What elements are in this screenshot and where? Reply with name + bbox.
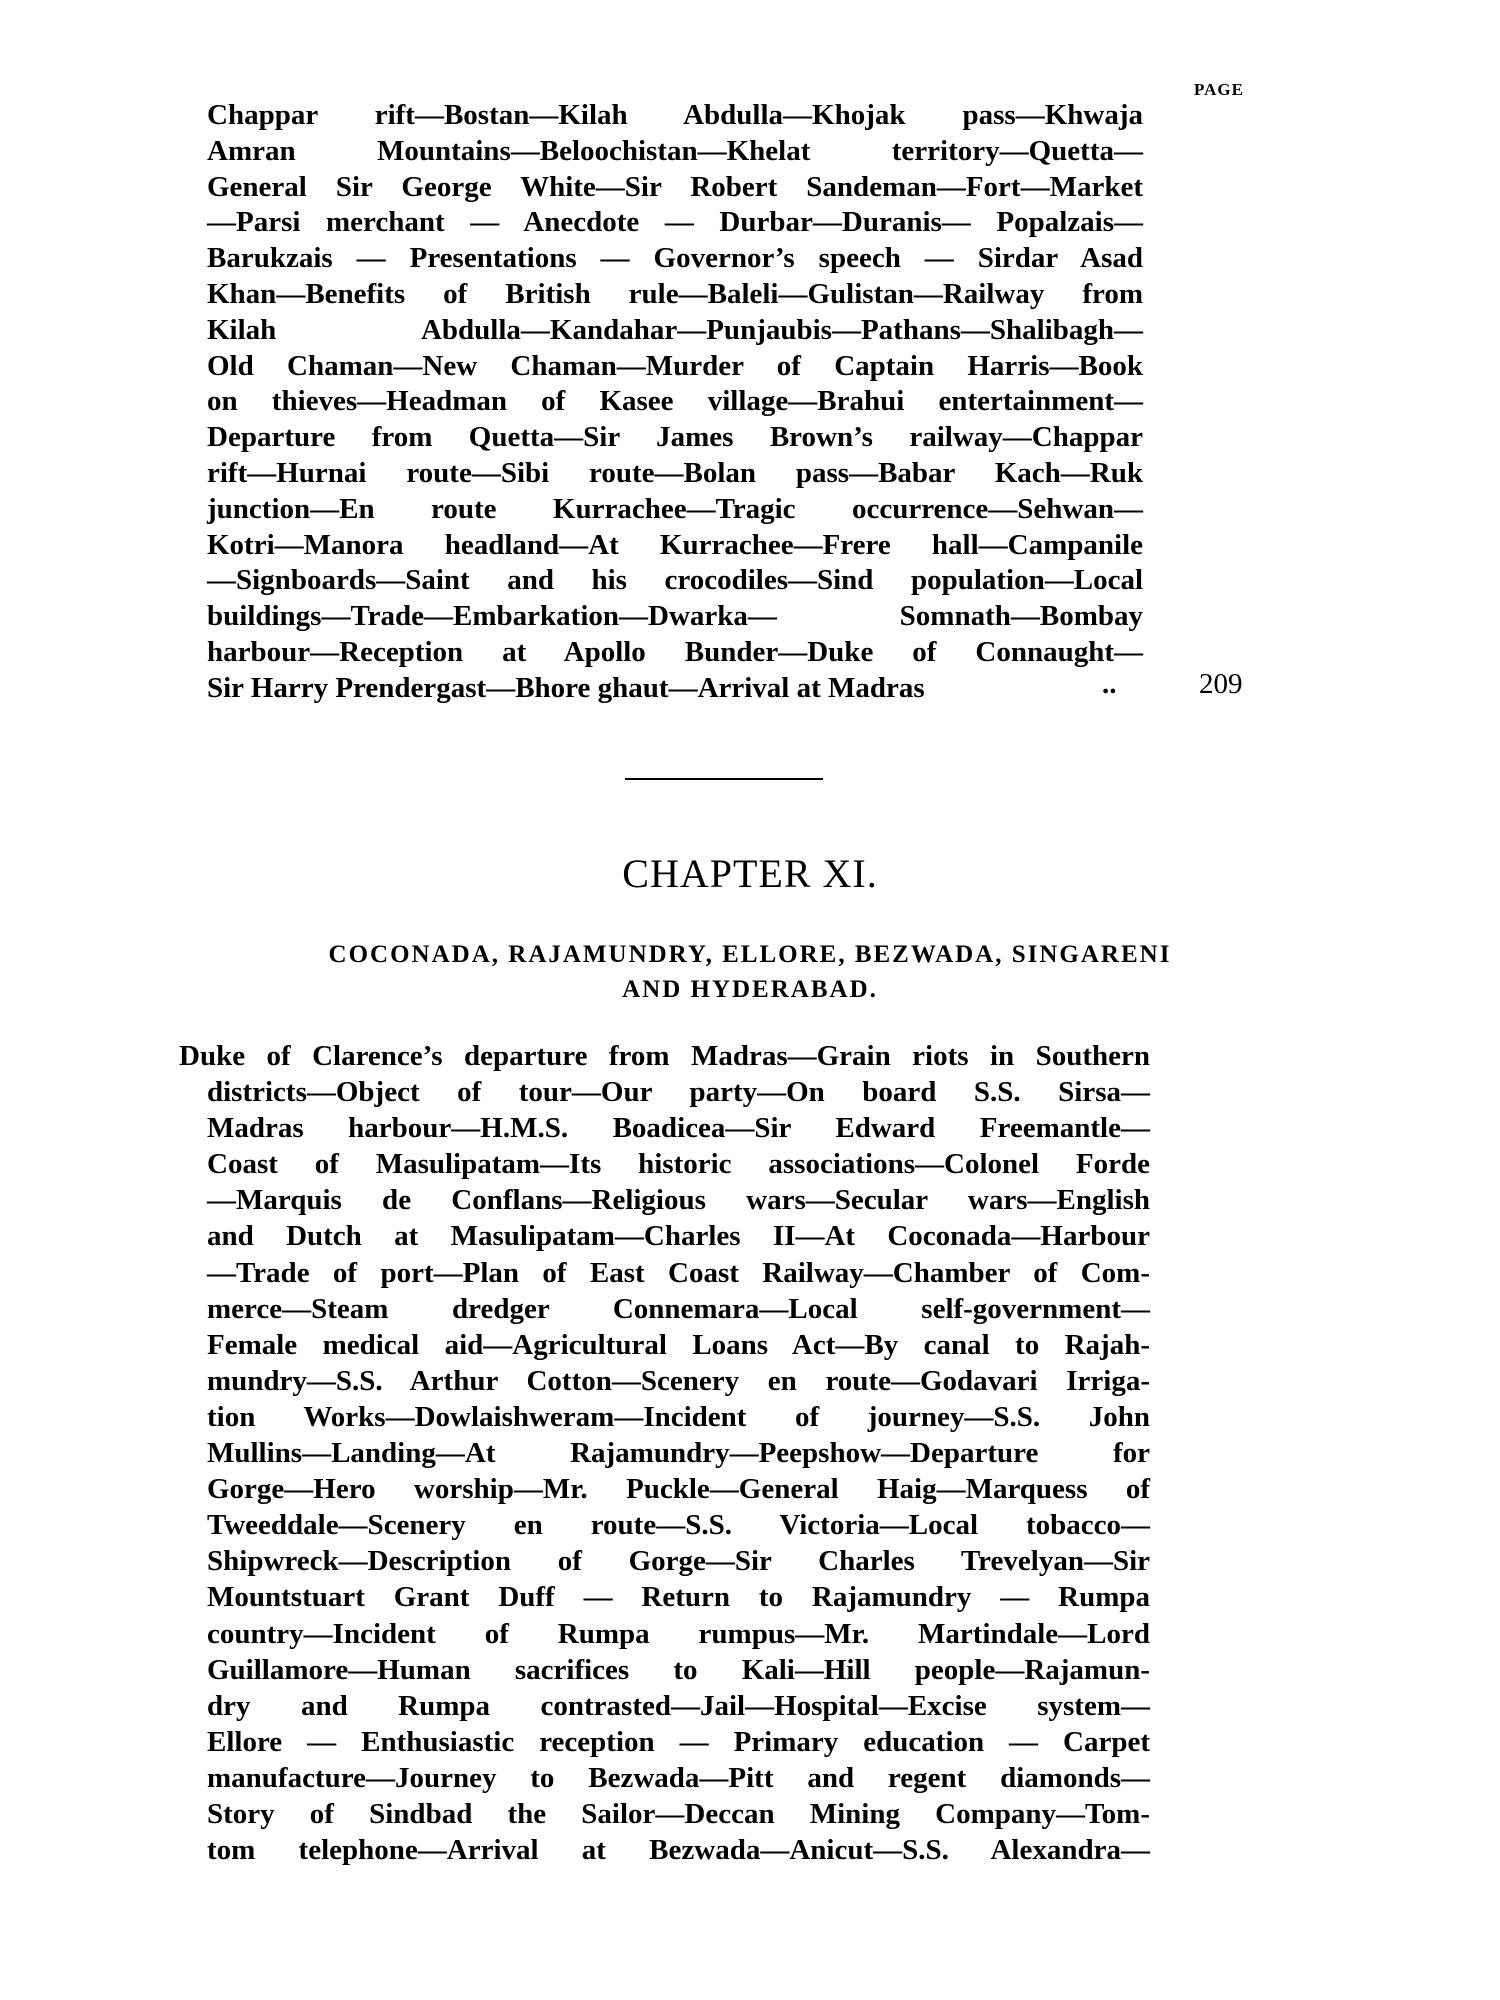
- contents-line: buildings—Trade—Embarkation—Dwarka— Somnath—Bombay: [207, 600, 1143, 633]
- chapter-contents-line: and Dutch at Masulipatam—Charles II—At Coconada—Harbour: [207, 1220, 1150, 1253]
- contents-line: Khan—Benefits of British rule—Baleli—Gulistan—Railway from: [207, 277, 1143, 310]
- chapter-contents-line: Guillamore—Human sacrifices to Kali—Hill people—Rajamun-: [207, 1653, 1150, 1686]
- chapter-contents-line: Coast of Masulipatam—Its historic associations—Colonel Forde: [207, 1148, 1150, 1181]
- chapter-contents-line: merce—Steam dredger Connemara—Local self-government—: [207, 1292, 1150, 1325]
- contents-line: General Sir George White—Sir Robert Sandeman—Fort—Market: [207, 170, 1143, 203]
- chapter-contents-line: districts—Object of tour—Our party—On board S.S. Sirsa—: [207, 1076, 1150, 1109]
- chapter-contents-line: —Trade of port—Plan of East Coast Railway—Chamber of Com-: [207, 1256, 1150, 1289]
- chapter-contents-line: Story of Sindbad the Sailor—Deccan Mining Company—Tom-: [207, 1797, 1150, 1830]
- chapter-contents-line: tom telephone—Arrival at Bezwada—Anicut—S.S. Alexandra—: [207, 1834, 1150, 1867]
- chapter-contents-line: Mullins—Landing—At Rajamundry—Peepshow—Departure for: [207, 1437, 1150, 1470]
- contents-line: —Signboards—Saint and his crocodiles—Sind population—Local: [207, 564, 1143, 597]
- chapter-contents-line: Female medical aid—Agricultural Loans Act—By canal to Rajah-: [207, 1328, 1150, 1361]
- section-divider: [625, 778, 823, 780]
- contents-line: harbour—Reception at Apollo Bunder—Duke of Connaught—: [207, 635, 1143, 668]
- chapter-contents-line: —Marquis de Conflans—Religious wars—Secular wars—English: [207, 1184, 1150, 1217]
- chapter-contents-line: manufacture—Journey to Bezwada—Pitt and regent diamonds—: [207, 1761, 1150, 1794]
- chapter-subtitle-continued: AND HYDERABAD.: [622, 976, 878, 1003]
- page-column-label: PAGE: [1194, 80, 1244, 99]
- page-number: 209: [1199, 668, 1243, 700]
- dot-leader: ..: [1102, 668, 1117, 700]
- chapter-contents-line: Shipwreck—Description of Gorge—Sir Charles Trevelyan—Sir: [207, 1545, 1150, 1578]
- contents-line-last: Sir Harry Prendergast—Bhore ghaut—Arrival at Madras: [207, 671, 925, 704]
- chapter-contents-line: tion Works—Dowlaishweram—Incident of journey—S.S. John: [207, 1400, 1150, 1433]
- contents-line: Barukzais — Presentations — Governor’s speech — Sirdar Asad: [207, 242, 1143, 275]
- chapter-contents-line: Madras harbour—H.M.S. Boadicea—Sir Edward Freemantle—: [207, 1112, 1150, 1145]
- contents-line: Old Chaman—New Chaman—Murder of Captain Harris—Book: [207, 349, 1143, 382]
- contents-line: —Parsi merchant — Anecdote — Durbar—Duranis— Popalzais—: [207, 206, 1143, 239]
- contents-line: junction—En route Kurrachee—Tragic occurrence—Sehwan—: [207, 492, 1143, 525]
- chapter-contents: [179, 1038, 1150, 1868]
- chapter-subtitle: COCONADA, RAJAMUNDRY, ELLORE, BEZWADA, SINGARENI: [328, 941, 1172, 968]
- contents-line: rift—Hurnai route—Sibi route—Bolan pass—Babar Kach—Ruk: [207, 456, 1143, 489]
- chapter-contents-line: Gorge—Hero worship—Mr. Puckle—General Haig—Marquess of: [207, 1473, 1150, 1506]
- contents-line: Kotri—Manora headland—At Kurrachee—Frere hall—Campanile: [207, 528, 1143, 561]
- chapter-title: CHAPTER XI.: [622, 851, 878, 896]
- chapter-contents-line: mundry—S.S. Arthur Cotton—Scenery en route—Godavari Irriga-: [207, 1364, 1150, 1397]
- chapter-contents-line: dry and Rumpa contrasted—Jail—Hospital—Excise system—: [207, 1689, 1150, 1722]
- chapter-contents-line: Duke of Clarence’s departure from Madras—Grain riots in Southern: [179, 1040, 1150, 1072]
- contents-line: Amran Mountains—Beloochistan—Khelat territory—Quetta—: [207, 134, 1143, 167]
- chapter-contents-line: Tweeddale—Scenery en route—S.S. Victoria—Local tobacco—: [207, 1509, 1150, 1542]
- chapter-contents-line: Mountstuart Grant Duff — Return to Rajamundry — Rumpa: [207, 1581, 1150, 1614]
- contents-line: Kilah Abdulla—Kandahar—Punjaubis—Pathans—Shalibagh—: [207, 313, 1143, 346]
- chapter-contents-line: Ellore — Enthusiastic reception — Primary education — Carpet: [207, 1725, 1150, 1758]
- contents-line: Chappar rift—Bostan—Kilah Abdulla—Khojak pass—Khwaja: [207, 99, 1143, 131]
- contents-line: Departure from Quetta—Sir James Brown’s railway—Chappar: [207, 421, 1143, 454]
- contents-line: on thieves—Headman of Kasee village—Brahui entertainment—: [207, 385, 1143, 418]
- previous-chapter-contents: [207, 98, 1143, 707]
- chapter-contents-line: country—Incident of Rumpa rumpus—Mr. Martindale—Lord: [207, 1617, 1150, 1650]
